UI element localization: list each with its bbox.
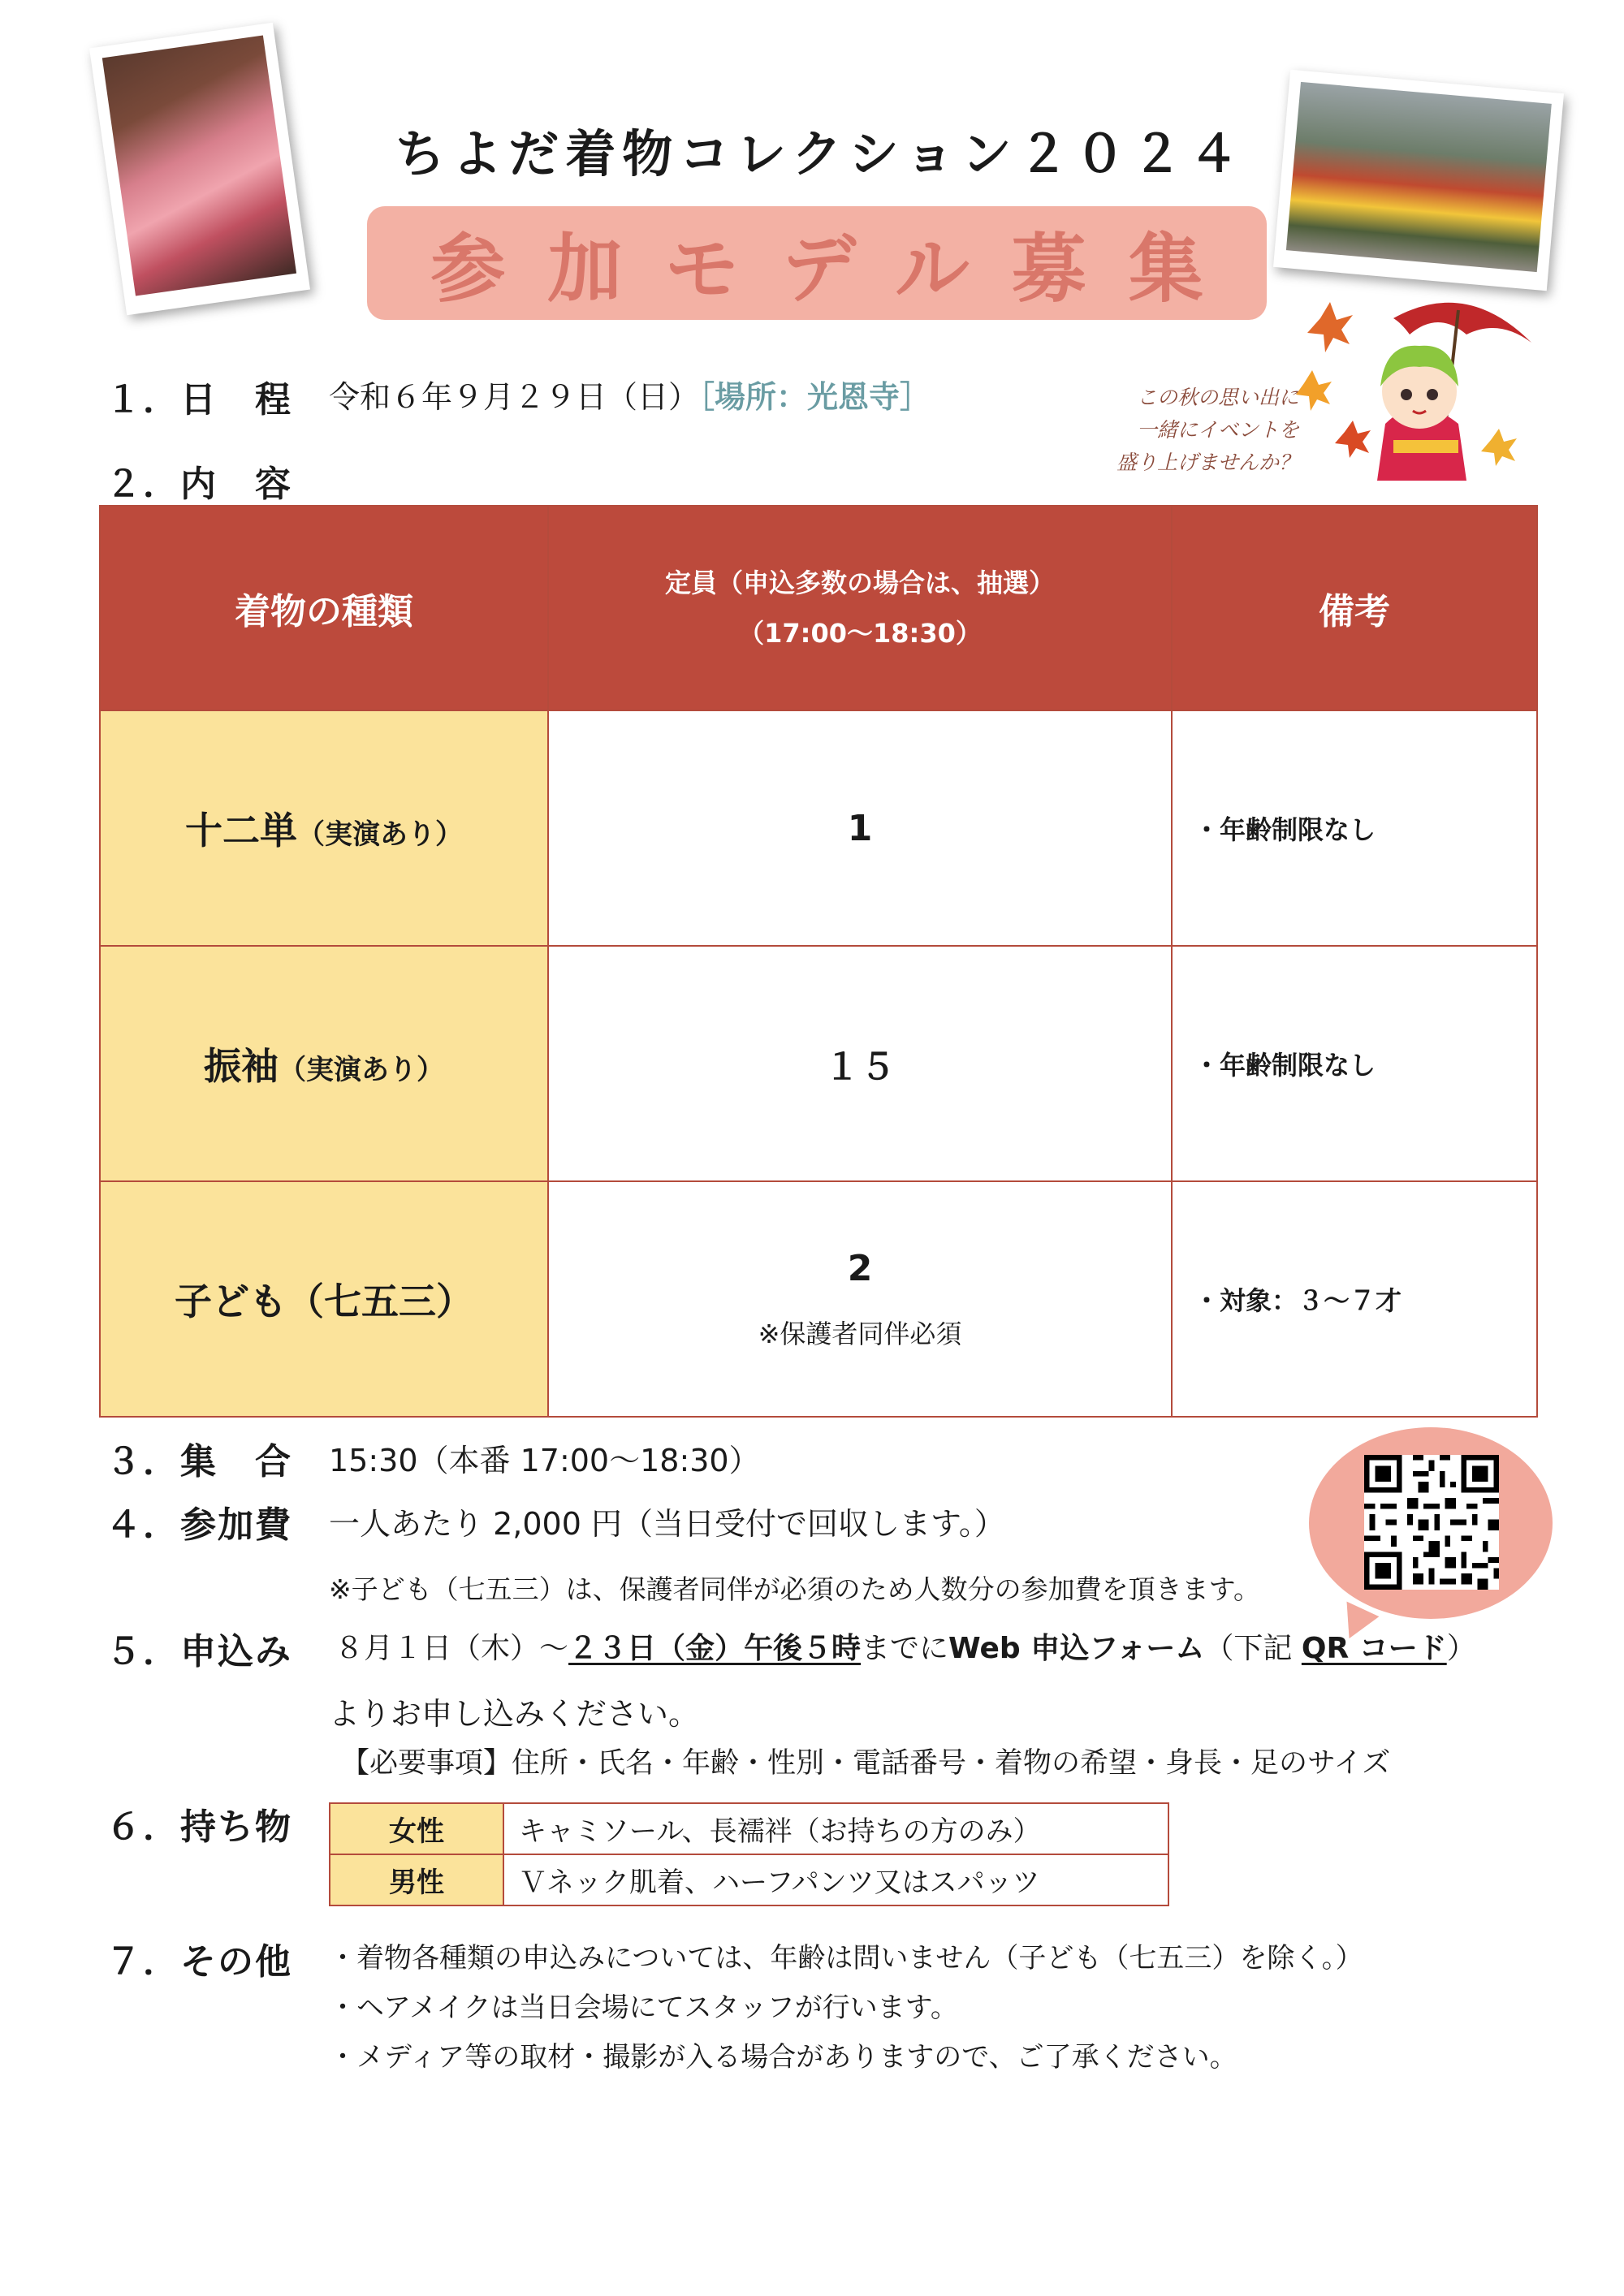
page-title: ちよだ着物コレクション２０２４: [395, 124, 1246, 183]
apply-text: ）: [1446, 1632, 1476, 1665]
table-row: [100, 1181, 1537, 1417]
speech-bubble-text: [1072, 382, 1299, 479]
model-recruit-table: [99, 505, 1538, 1418]
list-item: ・着物各種類の申込みについては、年齢は問いません（子ども（七五三）を除く。）: [329, 1942, 1363, 1974]
kimono-photo-left: [89, 23, 310, 316]
table-row: [100, 946, 1537, 1181]
kind-name: 子ども（七五三）: [175, 1280, 473, 1323]
apply-line1: [335, 1625, 1476, 1667]
gathering-text: 15:30（本番 17:00～18:30）: [329, 1443, 760, 1478]
header-remarks: 備考: [1172, 506, 1537, 710]
qr-code-icon[interactable]: [1364, 1455, 1499, 1590]
kind-sub: （実演あり）: [279, 1054, 444, 1086]
table-row: [100, 710, 1537, 946]
kind-name: 振袖: [204, 1044, 279, 1088]
apply-text: までに: [861, 1632, 949, 1665]
fee-text: 一人あたり 2,000 円（当日受付で回収します。）: [329, 1506, 1005, 1542]
qr-code-link[interactable]: QR コード: [1301, 1632, 1447, 1665]
kind-sub: （実演あり）: [297, 818, 463, 851]
other-notes: [329, 1934, 1363, 2082]
table-row: [330, 1854, 1168, 1905]
web-form-text: Web 申込フォーム: [948, 1632, 1205, 1665]
header-kind: 着物の種類: [100, 506, 548, 710]
section-belongings-label: ６．持ち物: [106, 1806, 292, 1848]
capacity-cell: [548, 946, 1172, 1181]
capacity-value: １５: [824, 1047, 896, 1088]
table-header-row: [100, 506, 1537, 710]
recruit-banner: [367, 206, 1267, 320]
list-item: ・メディア等の取材・撮影が入る場合がありますので、ご了承ください。: [329, 2041, 1237, 2074]
banner-text: 参加モデル募集: [430, 225, 1246, 313]
fee-note: ※子ども（七五三）は、保護者同伴が必須のため人数分の参加費を頂きます。: [329, 1573, 1261, 1605]
capacity-cell: [548, 710, 1172, 946]
capacity-cell: [548, 1181, 1172, 1417]
capacity-value: 1: [847, 807, 873, 849]
temple-image: [1286, 82, 1552, 272]
remarks-cell: ・年齢制限なし: [1172, 946, 1537, 1181]
kind-name: 十二単: [185, 809, 297, 852]
header-capacity-line: 定員（申込多数の場合は、抽選）: [664, 568, 1055, 598]
mascot-illustration: [1296, 286, 1540, 489]
kind-cell: [100, 1181, 548, 1417]
header-capacity: [548, 506, 1172, 710]
capacity-value: 2: [847, 1247, 873, 1289]
section-gathering-label: ３．集 合: [106, 1441, 292, 1482]
section-fee-label: ４．参加費: [106, 1504, 292, 1546]
apply-line2: よりお申し込みください。: [329, 1696, 700, 1732]
kimono-photo-right: [1273, 70, 1564, 291]
items-cell: Ｖネック肌着、ハーフパンツ又はスパッツ: [503, 1854, 1168, 1905]
kind-cell: [100, 710, 548, 946]
list-item: ・ヘアメイクは当日会場にてスタッフが行います。: [329, 1992, 958, 2024]
event-place: ［場所：光恩寺］: [699, 379, 931, 415]
section-content-label: ２．内 容: [106, 464, 292, 505]
remarks-cell: ・年齢制限なし: [1172, 710, 1537, 946]
gender-cell: 女性: [330, 1803, 503, 1854]
apply-period-start: ８月１日（木）～: [335, 1632, 569, 1665]
section-apply-label: ５．申込み: [106, 1631, 292, 1672]
items-cell: キャミソール、長襦袢（お持ちの方のみ）: [503, 1803, 1168, 1854]
bubble-line: 一緒にイベントを: [1136, 418, 1299, 442]
event-date: 令和６年９月２９日（日）: [329, 379, 700, 415]
capacity-note: ※保護者同伴必須: [758, 1318, 962, 1349]
apply-deadline: ２３日（金）午後５時: [568, 1632, 862, 1665]
kind-cell: [100, 946, 548, 1181]
bubble-line: 盛り上げませんか？: [1116, 451, 1299, 474]
table-row: [330, 1803, 1168, 1854]
remarks-cell: ・対象：３～７才: [1172, 1181, 1537, 1417]
apply-text: （下記: [1204, 1632, 1302, 1665]
section-schedule-label: １．日 程: [106, 379, 292, 421]
required-items: 【必要事項】住所・氏名・年齢・性別・電話番号・着物の希望・身長・足のサイズ: [341, 1747, 1391, 1780]
section-other-label: ７．その他: [106, 1941, 292, 1983]
belongings-table: [329, 1802, 1169, 1906]
bubble-line: この秋の思い出に: [1136, 386, 1299, 409]
schedule-text: [329, 372, 931, 416]
junihitoe-image: [102, 36, 296, 296]
header-capacity-time: （17:00～18:30）: [738, 618, 982, 649]
gender-cell: 男性: [330, 1854, 503, 1905]
